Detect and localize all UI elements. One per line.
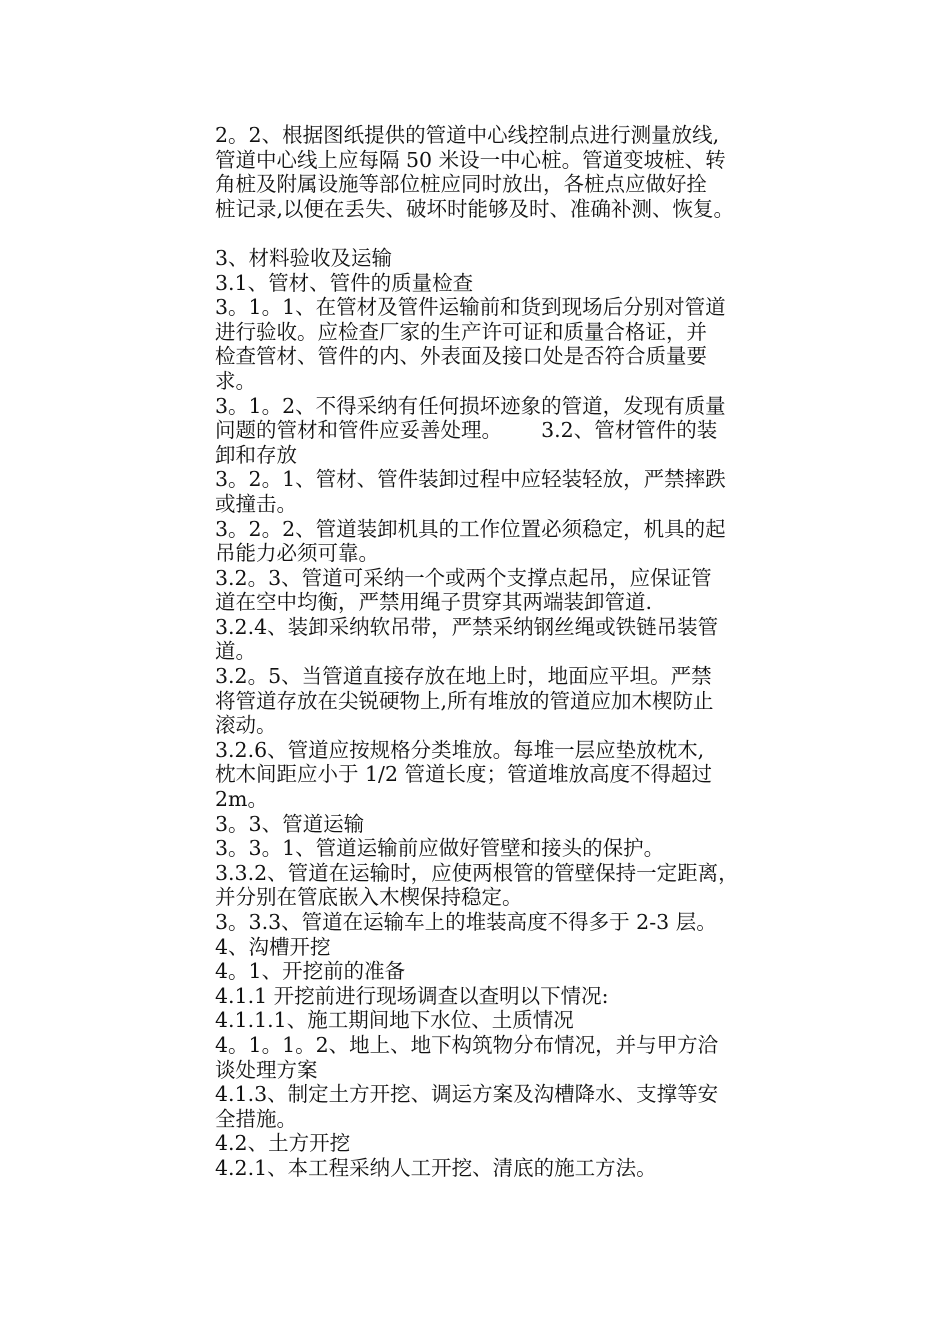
text-line: 2。2、根据图纸提供的管道中心线控制点进行测量放线, (215, 123, 720, 147)
paragraph (215, 1008, 815, 1033)
text-line: 4.2、土方开挖 (215, 1131, 351, 1156)
text-line: 4.1.3、制定土方开挖、调运方案及沟槽降水、支撑等安 (215, 1082, 719, 1107)
text-line: 进行验收。应检查厂家的生产许可证和质量合格证，并 (215, 319, 707, 344)
paragraph (215, 910, 815, 935)
text-line: 检查管材、管件的内、外表面及接口处是否符合质量要 (215, 344, 707, 369)
text-line: 2m。 (215, 787, 268, 812)
text-line: 谈处理方案 (215, 1057, 318, 1082)
text-line: 全措施。 (215, 1106, 297, 1131)
paragraph (215, 738, 815, 812)
text-line: 或撞击。 (215, 491, 297, 516)
text-line: 4、沟槽开挖 (215, 934, 331, 959)
paragraph (215, 295, 815, 393)
text-line: 卸和存放 (215, 442, 297, 467)
text-line: 4.2.1、本工程采纳人工开挖、清底的施工方法。 (215, 1155, 657, 1180)
paragraph (215, 1033, 815, 1082)
text-line: 道。 (215, 639, 256, 664)
paragraph (215, 615, 815, 664)
text-line: 管道中心线上应每隔 50 米设一中心桩。管道变坡桩、转 (215, 147, 726, 172)
text-line: 3。1。1、在管材及管件运输前和货到现场后分别对管道 (215, 295, 726, 320)
paragraph (215, 1131, 815, 1156)
text-line: 并分别在管底嵌入木楔保持稳定。 (215, 885, 523, 910)
text-line: 3。2。1、管材、管件装卸过程中应轻装轻放，严禁摔跌 (215, 467, 726, 492)
paragraph (215, 467, 815, 516)
paragraph (215, 984, 815, 1009)
paragraph (215, 246, 815, 271)
paragraph-spacer (215, 221, 815, 246)
paragraph (215, 1156, 815, 1181)
paragraph (215, 959, 815, 984)
text-line: 3。1。2、不得采纳有任何损坏迹象的管道，发现有质量 (215, 393, 726, 418)
text-line: 3.2。5、当管道直接存放在地上时，地面应平坦。严禁 (215, 664, 712, 689)
text-line: 3.2.6、管道应按规格分类堆放。每堆一层应垫放枕木, (215, 737, 705, 762)
text-line: 3.2.4、装卸采纳软吊带，严禁采纳钢丝绳或铁链吊装管 (215, 614, 719, 639)
text-line: 桩记录,以便在丢失、破坏时能够及时、准确补测、恢复。 (215, 196, 735, 221)
paragraph (215, 664, 815, 738)
paragraph (215, 861, 815, 910)
text-line: 4。1、开挖前的准备 (215, 959, 406, 984)
text-line: 问题的管材和管件应妥善处理。 3.2、管材管件的装 (215, 418, 718, 443)
text-line: 道在空中均衡，严禁用绳子贯穿其两端装卸管道. (215, 590, 653, 615)
text-line: 吊能力必须可靠。 (215, 541, 379, 566)
text-line: 3。3。1、管道运输前应做好管壁和接头的保护。 (215, 836, 665, 861)
text-line: 求。 (215, 368, 256, 393)
paragraph (215, 836, 815, 861)
text-line: 3。3.3、管道在运输车上的堆装高度不得多于 2-3 层。 (215, 910, 717, 934)
text-line: 4.1.1.1、施工期间地下水位、土质情况 (215, 1008, 574, 1033)
text-line: 3、材料验收及运输 (215, 245, 393, 270)
text-line: 3.2。3、管道可采纳一个或两个支撑点起吊，应保证管 (215, 565, 712, 590)
text-line: 4.1.1 开挖前进行现场调查以查明以下情况: (215, 983, 609, 1008)
paragraph (215, 935, 815, 960)
paragraph (215, 123, 815, 221)
paragraph (215, 271, 815, 296)
paragraph (215, 394, 815, 468)
paragraph (215, 517, 815, 566)
text-line: 枕木间距应小于 1/2 管道长度；管道堆放高度不得超过 (215, 762, 713, 787)
paragraph (215, 812, 815, 837)
text-line: 滚动。 (215, 713, 277, 738)
text-line: 4。1。1。2、地上、地下构筑物分布情况，并与甲方洽 (215, 1032, 719, 1057)
paragraph (215, 1082, 815, 1131)
paragraph (215, 566, 815, 615)
text-line: 3。2。2、管道装卸机具的工作位置必须稳定，机具的起 (215, 516, 726, 541)
text-line: 3.3.2、管道在运输时，应使两根管的管壁保持一定距离， (215, 860, 739, 885)
text-line: 角桩及附属设施等部位桩应同时放出，各桩点应做好拴 (215, 172, 707, 197)
text-line: 3.1、管材、管件的质量检查 (215, 270, 474, 295)
document-body (215, 123, 815, 1181)
text-line: 将管道存放在尖锐硬物上,所有堆放的管道应加木楔防止 (215, 688, 714, 713)
text-line: 3。3、管道运输 (215, 811, 365, 836)
